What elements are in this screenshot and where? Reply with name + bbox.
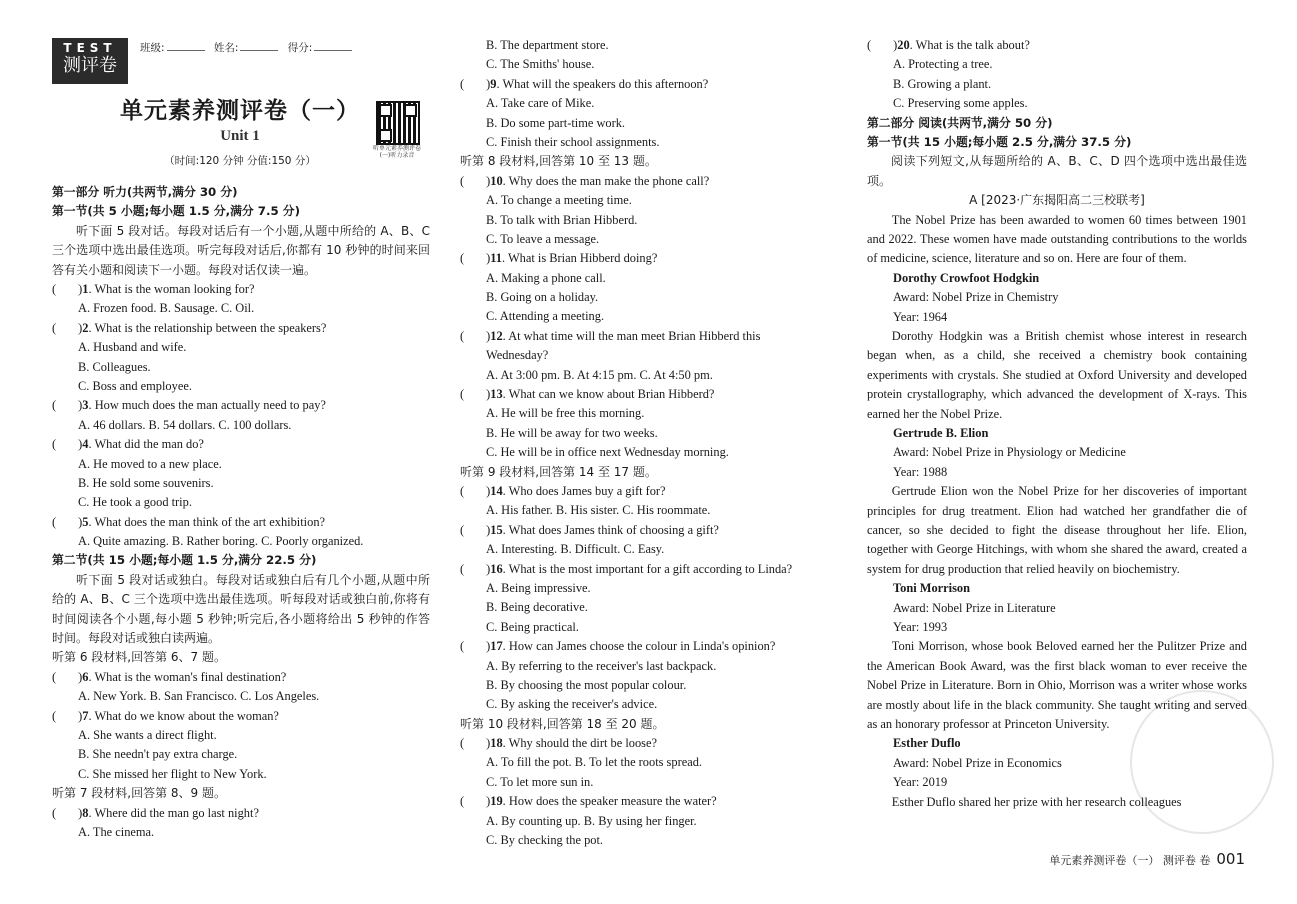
question-number: 16 — [490, 561, 503, 576]
question-text: What is the most important for a gift according to Linda? — [508, 561, 793, 576]
question-text: How much does the man actually need to pay? — [94, 398, 326, 413]
answer-option: A. Quite amazing. B. Rather boring. C. Poorly organized. — [78, 534, 364, 549]
listening-instruction: 听第 6 段材料,回答第 6、7 题。 — [52, 650, 226, 665]
answer-bracket[interactable]: ( ) — [867, 38, 898, 52]
answer-option: B. He will be away for two weeks. — [486, 425, 658, 440]
page-footer — [1049, 850, 1245, 868]
student-info-line — [140, 40, 358, 55]
answer-option: C. Attending a meeting. — [486, 309, 605, 324]
question-10: ( )10. Why does the man make the phone call? — [460, 173, 710, 188]
answer-option: A. To fill the pot. B. To let the roots spread. — [486, 755, 702, 770]
answer-bracket[interactable]: ( ) — [460, 522, 491, 537]
score-blank[interactable] — [314, 50, 352, 51]
question-text: At what time will the man meet Brian Hibberd this — [508, 328, 761, 343]
question-text: What is the relationship between the speakers? — [94, 320, 327, 335]
paragraph: 听下面 5 段对话或独白。每段对话或独白后有几个小题,从题中所给的 A、B、C 三个选项中选出最佳选项。听每段对话或独白前,你将有时间阅读各个小题,每小题 5 秒钟;听完后,各小题将给出 5 秒钟的作答时间。每段对话或独白读两遍。 — [52, 572, 430, 646]
listening-instruction: 听第 10 段材料,回答第 18 至 20 题。 — [460, 716, 665, 731]
question-13: ( )13. What can we know about Brian Hibberd? — [460, 387, 715, 402]
question-number: 18 — [490, 736, 503, 751]
class-blank[interactable] — [167, 50, 205, 51]
score-label: 得分: — [287, 42, 313, 54]
section-heading: 第一节(共 5 小题;每小题 1.5 分,满分 7.5 分) — [52, 204, 300, 219]
laureate-name: Esther Duflo — [893, 736, 961, 751]
answer-option: C. Preserving some apples. — [893, 96, 1028, 111]
column-1 — [52, 183, 430, 842]
unit-title: Unit 1 — [220, 128, 260, 144]
question-3: ( )3. How much does the man actually need to pay? — [52, 398, 326, 413]
question-number: 11 — [490, 251, 502, 266]
question-14: ( )14. Who does James buy a gift for? — [460, 483, 666, 498]
question-number: 6 — [82, 669, 89, 684]
answer-option: B. She needn't pay extra charge. — [78, 747, 238, 762]
answer-option: C. He will be in office next Wednesday morning. — [486, 445, 729, 460]
answer-option: B. Do some part-time work. — [486, 115, 626, 130]
question-text: What does James think of choosing a gift? — [508, 522, 719, 537]
listening-instruction: 听第 8 段材料,回答第 10 至 13 题。 — [460, 154, 657, 169]
answer-option: C. By checking the pot. — [486, 833, 604, 848]
laureate-detail: Award: Nobel Prize in Economics — [893, 755, 1062, 770]
question-text: What did the man do? — [94, 437, 204, 452]
question-number: 13 — [490, 387, 503, 402]
paragraph: Gertrude Elion won the Nobel Prize for her discoveries of important principles for drug treatment. Elion had watched her grandfather die of cancer, so she decided to fight the disease throughout her life. Elion, together with George Hitchings, with whom she shared the award, created a system for drug production that relied heavily on biochemistry. — [867, 484, 1247, 576]
answer-option: C. By asking the receiver's advice. — [486, 697, 658, 712]
question-text: What will the speakers do this afternoon? — [502, 76, 709, 91]
answer-option: B. The department store. — [486, 38, 609, 52]
question-9: ( )9. What will the speakers do this afternoon? — [460, 76, 709, 91]
answer-bracket[interactable]: ( ) — [52, 805, 83, 820]
question-number: 14 — [490, 483, 503, 498]
question-number: 8 — [82, 805, 89, 820]
answer-option: A. At 3:00 pm. B. At 4:15 pm. C. At 4:50 pm. — [486, 367, 713, 382]
section-heading: 第一节(共 15 小题;每小题 2.5 分,满分 37.5 分) — [867, 134, 1132, 149]
paragraph: 阅读下列短文,从每题所给的 A、B、C、D 四个选项中选出最佳选项。 — [867, 154, 1247, 188]
answer-option: C. She missed her flight to New York. — [78, 766, 267, 781]
answer-option: A. Making a phone call. — [486, 270, 606, 285]
paragraph: The Nobel Prize has been awarded to women 60 times between 1901 and 2022. These women have made outstanding contributions to the worlds of medicine, science, literature and so on. Here are four of them. — [867, 212, 1247, 266]
logo-top-text: TEST — [63, 41, 117, 55]
question-number: 10 — [490, 173, 503, 188]
section-heading: 第一部分 听力(共两节,满分 30 分) — [52, 185, 238, 199]
answer-option: A. To change a meeting time. — [486, 193, 632, 208]
answer-option: B. Going on a holiday. — [486, 290, 599, 305]
question-19: ( )19. How does the speaker measure the water? — [460, 794, 717, 809]
question-6: ( )6. What is the woman's final destination? — [52, 669, 287, 684]
answer-option: B. To talk with Brian Hibberd. — [486, 212, 638, 227]
answer-option: C. To leave a message. — [486, 231, 600, 246]
paragraph: Toni Morrison, whose book Beloved earned her the Pulitzer Prize and the American Book Award, was the first black woman to ever receive the Nobel Prize in Literature. Born in Ohio, Morrison was a writer whose works are mostly about life in the black community. She taught writing and served as an honorary professor at Princeton University. — [867, 639, 1247, 731]
answer-option: A. She wants a direct flight. — [78, 728, 217, 743]
footer-label: 单元素养测评卷（一） 测评卷 卷 — [1049, 854, 1211, 867]
answer-bracket[interactable]: ( ) — [52, 514, 83, 529]
question-number: 20 — [897, 38, 910, 52]
answer-option: B. Colleagues. — [78, 359, 151, 374]
answer-bracket[interactable]: ( ) — [52, 437, 83, 452]
class-label: 班级: — [140, 42, 165, 54]
answer-option: C. The Smiths' house. — [486, 57, 595, 72]
question-20: ( )20. What is the talk about? — [867, 38, 1030, 52]
question-text-continued: Wednesday? — [486, 348, 549, 363]
question-number: 1 — [82, 282, 89, 296]
question-number: 17 — [490, 639, 503, 654]
page-title: 单元素养测评卷（一） — [120, 98, 360, 124]
paragraph: Esther Duflo shared her prize with her research colleagues — [891, 794, 1182, 809]
answer-bracket[interactable]: ( ) — [460, 736, 491, 751]
answer-bracket[interactable]: ( ) — [460, 794, 491, 809]
answer-option: A. By counting up. B. By using her finger. — [486, 813, 697, 828]
section-heading: 第二节(共 15 小题;每小题 1.5 分,满分 22.5 分) — [52, 553, 317, 568]
question-text: What does the man think of the art exhibition? — [94, 514, 326, 529]
question-16: ( )16. What is the most important for a gift according to Linda? — [460, 561, 793, 576]
answer-option: A. Interesting. B. Difficult. C. Easy. — [486, 542, 665, 557]
question-text: Why does the man make the phone call? — [508, 173, 710, 188]
laureate-detail: Award: Nobel Prize in Literature — [893, 600, 1056, 615]
answer-option: A. New York. B. San Francisco. C. Los Angeles. — [78, 689, 320, 704]
section-heading: 第二部分 阅读(共两节,满分 50 分) — [867, 115, 1053, 130]
question-number: 5 — [82, 514, 89, 529]
answer-option: C. He took a good trip. — [78, 495, 192, 510]
answer-option: A. Take care of Mike. — [486, 96, 595, 111]
question-number: 15 — [490, 522, 503, 537]
answer-option: A. The cinema. — [78, 825, 155, 839]
listening-instruction: 听第 7 段材料,回答第 8、9 题。 — [52, 786, 226, 801]
logo-bottom-text: 测评卷 — [63, 55, 117, 76]
laureate-detail: Year: 1964 — [893, 309, 948, 324]
answer-bracket[interactable]: ( ) — [460, 328, 491, 343]
column-3 — [867, 36, 1247, 812]
answer-bracket[interactable]: ( ) — [460, 483, 491, 498]
answer-option: A. 46 dollars. B. 54 dollars. C. 100 dollars. — [78, 417, 292, 432]
page-number: 001 — [1216, 850, 1245, 868]
answer-option: A. Husband and wife. — [78, 340, 187, 355]
qr-caption: 听单元素养测评卷(一)听力录音 — [372, 145, 421, 159]
answer-bracket[interactable]: ( ) — [460, 76, 491, 91]
question-17: ( )17. How can James choose the colour in Linda's opinion? — [460, 639, 776, 654]
answer-option: A. He moved to a new place. — [78, 456, 222, 471]
question-15: ( )15. What does James think of choosing a gift? — [460, 522, 719, 537]
laureate-detail: Year: 2019 — [893, 775, 948, 790]
answer-bracket[interactable]: ( ) — [460, 173, 491, 188]
answer-bracket[interactable]: ( ) — [460, 639, 491, 654]
question-4: ( )4. What did the man do? — [52, 437, 204, 452]
question-number: 2 — [82, 320, 89, 335]
answer-option: A. Protecting a tree. — [893, 57, 993, 72]
answer-bracket[interactable]: ( ) — [52, 398, 83, 413]
laureate-detail: Award: Nobel Prize in Physiology or Medicine — [893, 445, 1126, 460]
time-info: （时间:120 分钟 分值:150 分） — [164, 155, 316, 167]
question-text: What can we know about Brian Hibberd? — [508, 387, 715, 402]
question-text: What is the woman's final destination? — [94, 669, 287, 684]
question-text: Why should the dirt be loose? — [508, 736, 657, 751]
question-number: 7 — [82, 708, 89, 723]
laureate-detail: Year: 1993 — [893, 619, 948, 634]
answer-bracket[interactable]: ( ) — [460, 387, 491, 402]
question-number: 4 — [82, 437, 89, 452]
answer-option: C. Boss and employee. — [78, 378, 192, 393]
qr-code-icon[interactable] — [376, 101, 420, 145]
paragraph: Dorothy Hodgkin was a British chemist whose interest in research began when, as a child, she received a chemistry book containing experiments with crystals. She studied at Oxford University and developed protein crystallography, which advanced the development of X-rays. This earned her the Nobel Prize. — [867, 328, 1247, 421]
question-8: ( )8. Where did the man go last night? — [52, 805, 259, 820]
question-text: What is the talk about? — [915, 38, 1030, 52]
question-7: ( )7. What do we know about the woman? — [52, 708, 279, 723]
name-blank[interactable] — [240, 50, 278, 51]
laureate-detail: Award: Nobel Prize in Chemistry — [893, 290, 1059, 305]
answer-option: A. He will be free this morning. — [486, 406, 645, 421]
paragraph: 听下面 5 段对话。每段对话后有一个小题,从题中所给的 A、B、C 三个选项中选出最佳选项。听完每段对话后,你都有 10 秒钟的时间来回答有关小题和阅读下一小题。每段对话仅读一遍。 — [52, 223, 430, 277]
question-number: 9 — [490, 76, 497, 91]
question-12: ( )12. At what time will the man meet Brian Hibberd this — [460, 328, 761, 343]
question-text: Who does James buy a gift for? — [508, 483, 666, 498]
name-label: 姓名: — [213, 42, 239, 54]
answer-option: A. By referring to the receiver's last backpack. — [486, 658, 717, 673]
question-number: 12 — [490, 328, 503, 343]
question-number: 19 — [490, 794, 503, 809]
question-5: ( )5. What does the man think of the art exhibition? — [52, 514, 326, 529]
question-text: Where did the man go last night? — [94, 805, 259, 820]
answer-bracket[interactable]: ( ) — [52, 320, 83, 335]
passage-source: A [2023·广东揭阳高二三校联考] — [969, 193, 1145, 208]
question-text: How does the speaker measure the water? — [508, 794, 717, 809]
question-11: ( )11. What is Brian Hibberd doing? — [460, 251, 658, 266]
question-text: What is the woman looking for? — [94, 282, 255, 296]
answer-option: A. His father. B. His sister. C. His roommate. — [486, 503, 711, 518]
answer-bracket[interactable]: ( ) — [460, 561, 491, 576]
answer-bracket[interactable]: ( ) — [52, 282, 83, 296]
answer-option: A. Frozen food. B. Sausage. C. Oil. — [78, 301, 255, 316]
answer-option: A. Being impressive. — [486, 580, 591, 595]
question-text: What do we know about the woman? — [94, 708, 279, 723]
answer-option: C. Being practical. — [486, 619, 579, 634]
answer-option: C. Finish their school assignments. — [486, 134, 660, 149]
test-logo — [52, 38, 128, 84]
answer-option: B. Growing a plant. — [893, 76, 992, 91]
question-1: ( )1. What is the woman looking for? — [52, 282, 255, 296]
listening-instruction: 听第 9 段材料,回答第 14 至 17 题。 — [460, 464, 657, 479]
answer-bracket[interactable]: ( ) — [52, 708, 83, 723]
question-text: How can James choose the colour in Linda's opinion? — [508, 639, 776, 654]
question-18: ( )18. Why should the dirt be loose? — [460, 736, 657, 751]
answer-bracket[interactable]: ( ) — [52, 669, 83, 684]
laureate-name: Dorothy Crowfoot Hodgkin — [893, 270, 1040, 285]
answer-option: B. He sold some souvenirs. — [78, 475, 214, 490]
answer-option: B. Being decorative. — [486, 600, 588, 615]
question-text: What is Brian Hibberd doing? — [507, 251, 658, 266]
laureate-detail: Year: 1988 — [893, 464, 948, 479]
question-2: ( )2. What is the relationship between the speakers? — [52, 320, 327, 335]
answer-bracket[interactable]: ( ) — [460, 251, 491, 266]
laureate-name: Toni Morrison — [893, 581, 970, 596]
column-2 — [460, 36, 842, 850]
answer-option: C. To let more sun in. — [486, 774, 594, 789]
laureate-name: Gertrude B. Elion — [893, 425, 989, 440]
answer-option: B. By choosing the most popular colour. — [486, 677, 687, 692]
question-number: 3 — [82, 398, 89, 413]
